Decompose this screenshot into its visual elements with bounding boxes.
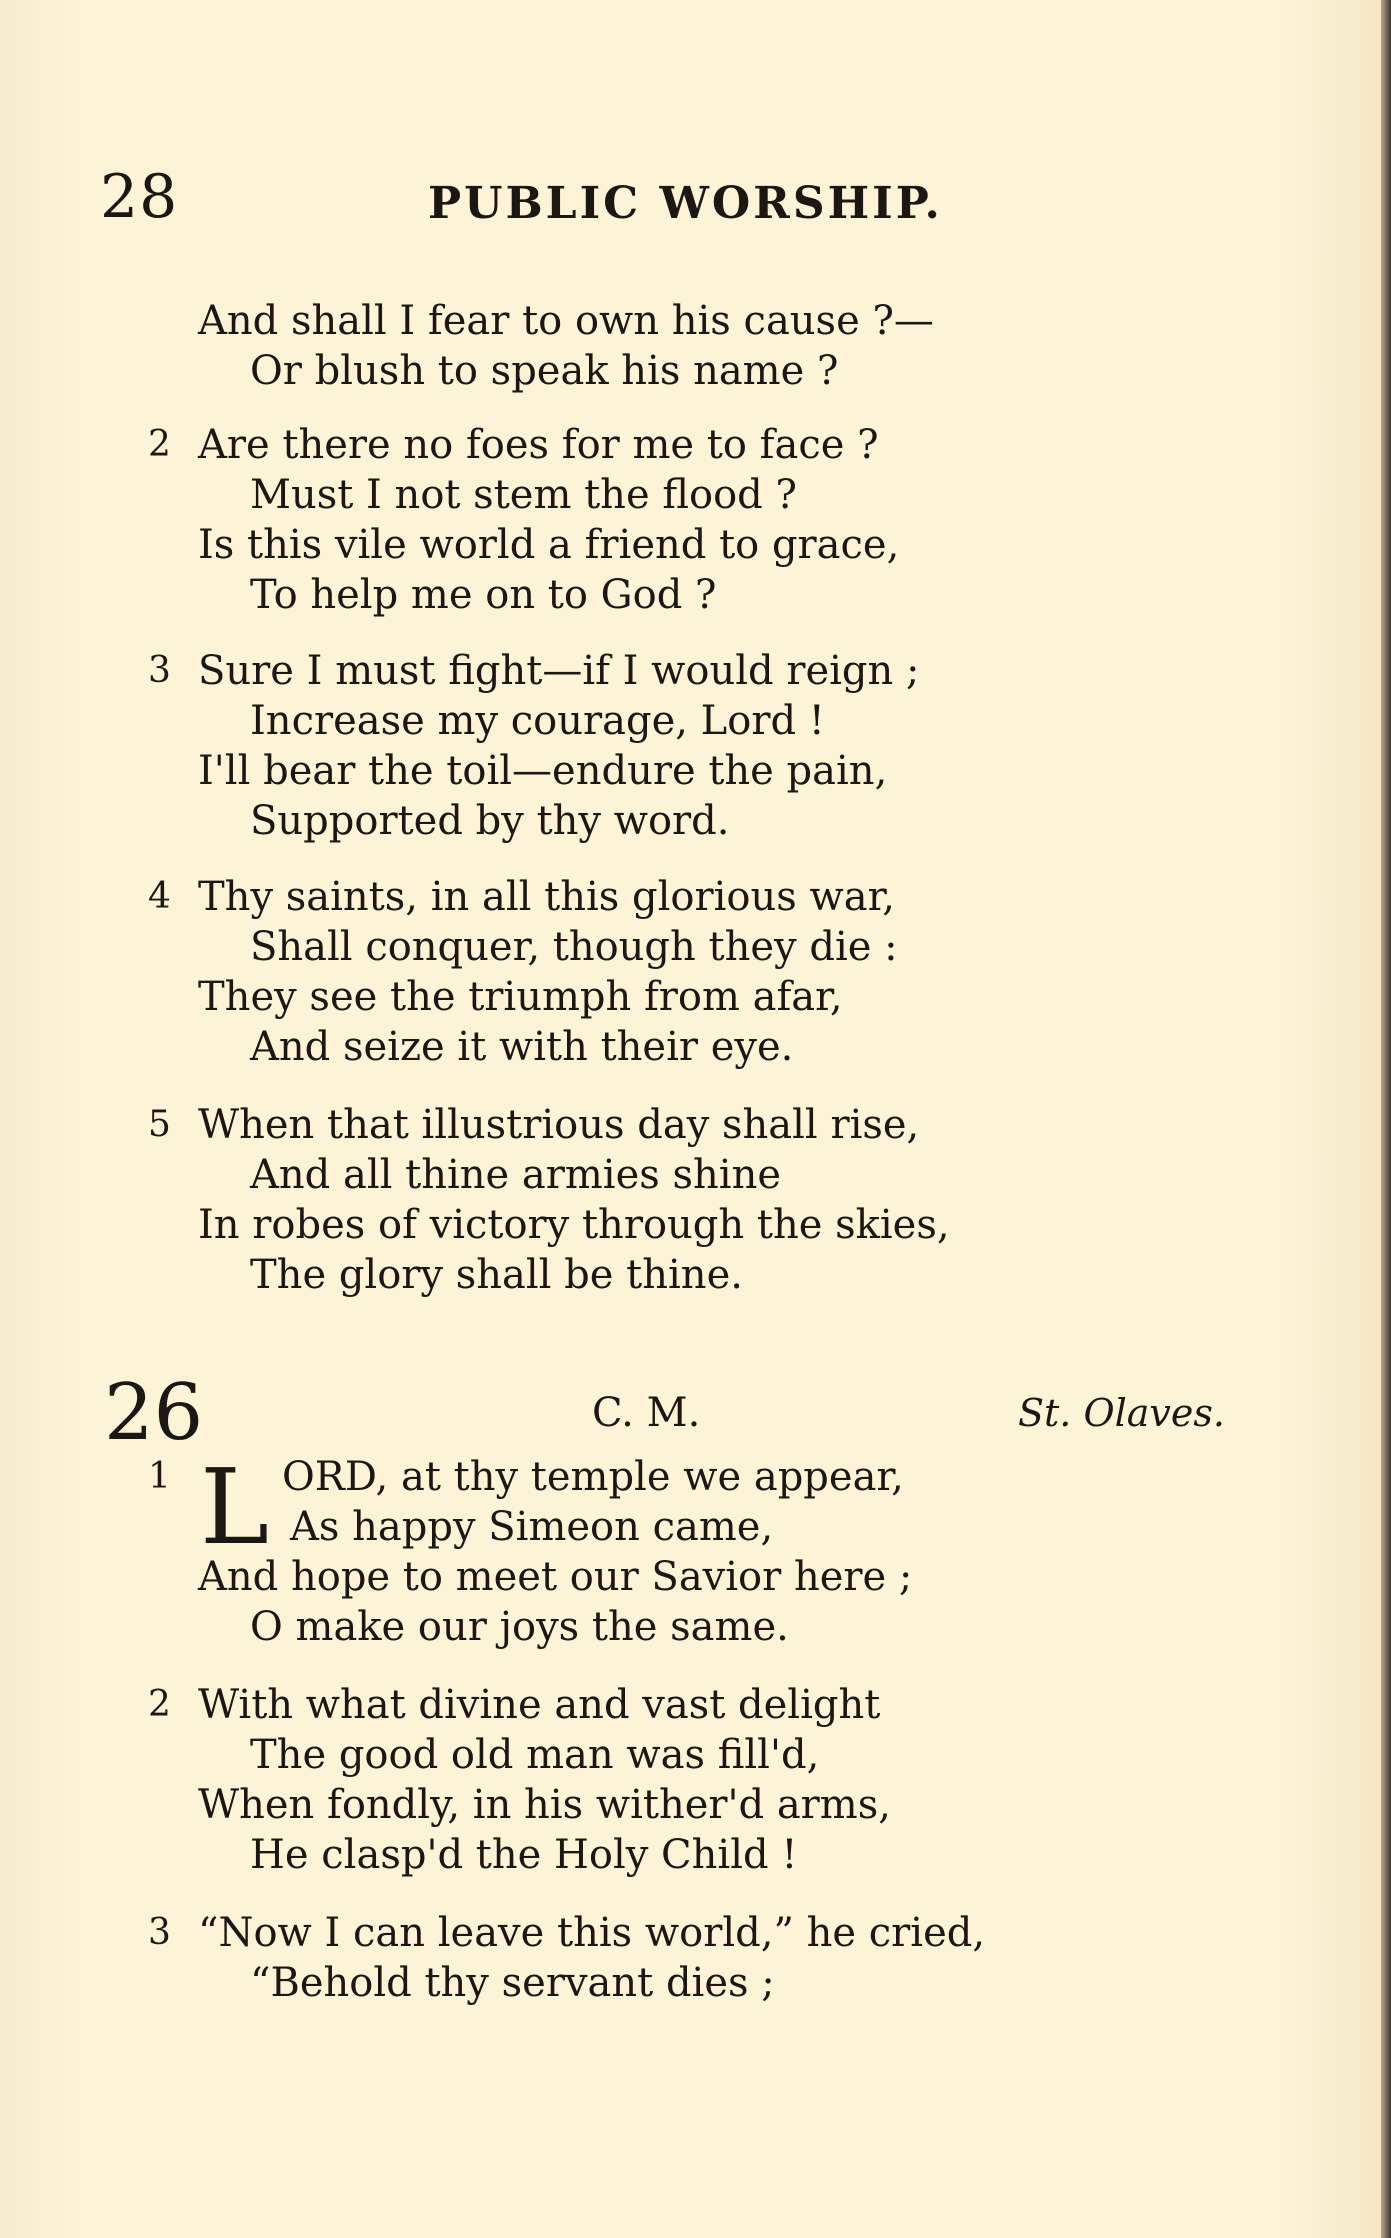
verse-line: Or blush to speak his name ?	[250, 348, 839, 394]
verse-line: As happy Simeon came,	[290, 1504, 774, 1550]
verse-number: 2	[148, 424, 171, 465]
verse-number: 4	[148, 876, 171, 917]
verse-line: ORD, at thy temple we appear,	[282, 1454, 904, 1500]
verse-line: With what divine and vast delight	[198, 1682, 881, 1728]
verse-line: Supported by thy word.	[250, 798, 730, 844]
verse-line: When that illustrious day shall rise,	[198, 1102, 920, 1148]
verse-line: They see the triumph from afar,	[198, 974, 843, 1020]
verse-number: 5	[148, 1104, 171, 1145]
verse-line: Increase my courage, Lord !	[250, 698, 825, 744]
verse-line: And shall I fear to own his cause ?—	[198, 298, 934, 344]
verse-line: O make our joys the same.	[250, 1604, 789, 1650]
verse-line: When fondly, in his wither'd arms,	[198, 1782, 891, 1828]
verse-line: Is this vile world a friend to grace,	[198, 522, 900, 568]
verse-line: And seize it with their eye.	[250, 1024, 794, 1070]
drop-cap: L	[200, 1446, 270, 1568]
verse-line: And hope to meet our Savior here ;	[198, 1554, 913, 1600]
verse-line: “Behold thy servant dies ;	[250, 1960, 775, 2006]
verse-line: Thy saints, in all this glorious war,	[198, 874, 896, 920]
verse-line: Are there no foes for me to face ?	[198, 422, 879, 468]
hymn-number: 26	[104, 1368, 204, 1458]
verse-line: Sure I must fight—if I would reign ;	[198, 648, 920, 694]
hymn-meter: C. M.	[592, 1390, 701, 1436]
page-edge-shadow	[1381, 0, 1391, 2238]
tune-name: St. Olaves.	[1018, 1391, 1225, 1435]
verse-line: To help me on to God ?	[250, 572, 717, 618]
running-title: PUBLIC WORSHIP.	[428, 178, 943, 229]
verse-line: I'll bear the toil—endure the pain,	[198, 748, 888, 794]
verse-number: 2	[148, 1684, 171, 1725]
page-number: 28	[100, 162, 179, 232]
verse-line: The good old man was fill'd,	[250, 1732, 820, 1778]
verse-line: He clasp'd the Holy Child !	[250, 1832, 798, 1878]
verse-line: In robes of victory through the skies,	[198, 1202, 950, 1248]
verse-number: 3	[148, 1912, 171, 1953]
verse-number: 1	[148, 1456, 171, 1497]
verse-line: “Now I can leave this world,” he cried,	[198, 1910, 986, 1956]
verse-line: Shall conquer, though they die :	[250, 924, 898, 970]
verse-number: 3	[148, 650, 171, 691]
verse-line: And all thine armies shine	[250, 1152, 782, 1198]
verse-line: Must I not stem the flood ?	[250, 472, 797, 518]
verse-line: The glory shall be thine.	[250, 1252, 743, 1298]
